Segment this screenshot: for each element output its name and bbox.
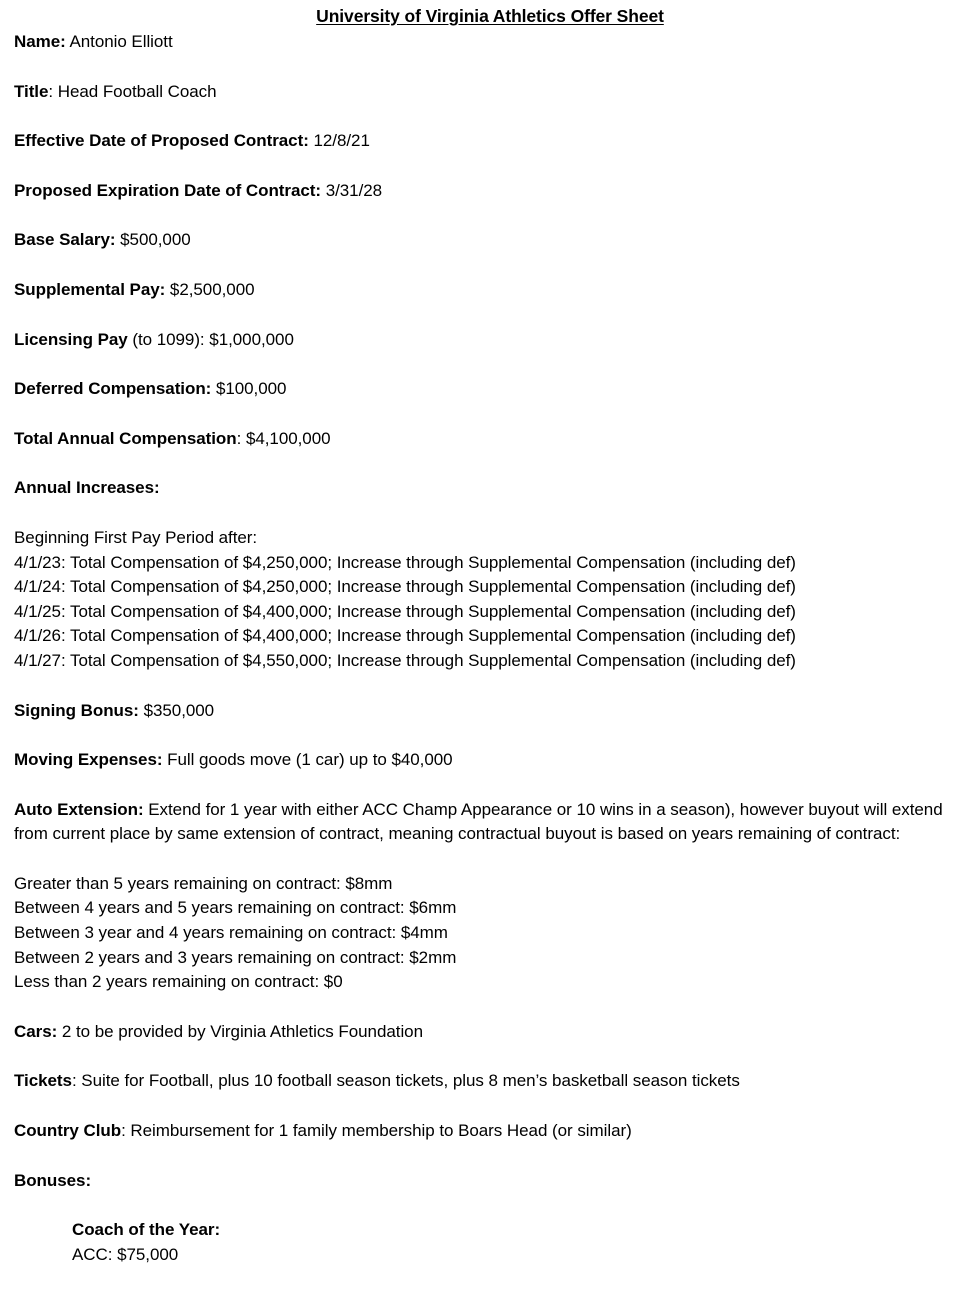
annual-increase-line: 4/1/23: Total Compensation of $4,250,000; Increase through Supplemental Compensation (including def)	[14, 552, 796, 572]
field-total-annual-compensation-value: : $4,100,000	[236, 428, 331, 448]
field-title-value: : Head Football Coach	[48, 81, 217, 101]
field-tickets-label: Tickets	[14, 1071, 72, 1091]
field-total-annual-compensation	[14, 427, 966, 452]
field-effective-date-value: 12/8/21	[308, 131, 370, 151]
field-country-club-value: : Reimbursement for 1 family membership to Boars Head (or similar)	[121, 1121, 632, 1141]
field-bonuses	[14, 1169, 966, 1194]
field-supplemental-pay-label: Supplemental Pay:	[14, 279, 166, 299]
buyout-tier-line: Between 2 years and 3 years remaining on contract: $2mm	[14, 947, 457, 967]
field-country-club	[14, 1119, 966, 1144]
field-name	[14, 30, 966, 55]
field-signing-bonus	[14, 699, 966, 724]
field-licensing-pay-value: (to 1099): $1,000,000	[127, 329, 294, 349]
field-tickets-value: : Suite for Football, plus 10 football season tickets, plus 8 men’s basketball season tickets	[71, 1071, 740, 1091]
field-auto-extension	[14, 798, 964, 847]
field-annual-increases-label: Annual Increases:	[14, 478, 160, 498]
field-title	[14, 80, 966, 105]
field-signing-bonus-label: Signing Bonus:	[14, 700, 139, 720]
field-supplemental-pay	[14, 278, 966, 303]
field-expiration-date-label: Proposed Expiration Date of Contract:	[14, 180, 322, 200]
bonus-coach-of-the-year-block	[14, 1218, 966, 1267]
field-bonuses-label: Bonuses:	[14, 1170, 92, 1190]
field-cars-label: Cars:	[14, 1021, 58, 1041]
bonus-coach-of-the-year-line: ACC: $75,000	[72, 1244, 179, 1264]
field-deferred-compensation	[14, 377, 966, 402]
annual-increase-line: 4/1/24: Total Compensation of $4,250,000; Increase through Supplemental Compensation (including def)	[14, 577, 796, 597]
page-title	[0, 6, 980, 27]
annual-increase-line: 4/1/25: Total Compensation of $4,400,000; Increase through Supplemental Compensation (including def)	[14, 601, 796, 621]
field-cars-value: 2 to be provided by Virginia Athletics Foundation	[57, 1021, 423, 1041]
buyout-tier-line: Less than 2 years remaining on contract: $0	[14, 972, 343, 992]
field-supplemental-pay-value: $2,500,000	[165, 279, 255, 299]
field-deferred-compensation-value: $100,000	[211, 379, 287, 399]
page-title-text: University of Virginia Athletics Offer Sheet	[316, 6, 664, 26]
field-cars	[14, 1020, 966, 1045]
document-body	[14, 30, 966, 1292]
field-deferred-compensation-label: Deferred Compensation:	[14, 379, 212, 399]
field-base-salary	[14, 228, 966, 253]
field-base-salary-label: Base Salary:	[14, 230, 116, 250]
field-country-club-label: Country Club	[14, 1121, 122, 1141]
buyout-tier-block	[14, 872, 966, 995]
field-effective-date-label: Effective Date of Proposed Contract:	[14, 131, 309, 151]
field-name-label: Name:	[14, 32, 66, 51]
bonus-coach-of-the-year-title: Coach of the Year:	[72, 1220, 221, 1240]
field-licensing-pay-label: Licensing Pay	[14, 329, 128, 349]
field-annual-increases	[14, 476, 966, 501]
field-total-annual-compensation-label: Total Annual Compensation	[14, 428, 237, 448]
annual-increase-line: 4/1/26: Total Compensation of $4,400,000; Increase through Supplemental Compensation (including def)	[14, 626, 796, 646]
field-title-label: Title	[14, 81, 49, 101]
field-licensing-pay	[14, 328, 966, 353]
field-moving-expenses-value: Full goods move (1 car) up to $40,000	[162, 750, 453, 770]
field-auto-extension-value: Extend for 1 year with either ACC Champ Appearance or 10 wins in a season), however buyout will extend from current place by same extension of contract, meaning contractual buyout is based on years remaining of contract:	[14, 799, 943, 844]
field-effective-date	[14, 129, 966, 154]
field-expiration-date-value: 3/31/28	[321, 180, 383, 200]
annual-increases-block	[14, 526, 966, 674]
annual-increases-intro: Beginning First Pay Period after:	[14, 527, 258, 547]
field-expiration-date	[14, 179, 966, 204]
field-signing-bonus-value: $350,000	[138, 700, 215, 720]
field-name-value: Antonio Elliott	[65, 32, 173, 51]
buyout-tier-line: Between 3 year and 4 years remaining on contract: $4mm	[14, 923, 448, 943]
field-auto-extension-label: Auto Extension:	[14, 799, 144, 819]
bonus-coach-of-the-year-label	[72, 1218, 966, 1243]
field-base-salary-value: $500,000	[115, 230, 191, 250]
field-tickets	[14, 1069, 966, 1094]
field-moving-expenses-label: Moving Expenses:	[14, 750, 163, 770]
annual-increase-line: 4/1/27: Total Compensation of $4,550,000; Increase through Supplemental Compensation (including def)	[14, 650, 796, 670]
field-moving-expenses	[14, 748, 966, 773]
buyout-tier-line: Between 4 years and 5 years remaining on contract: $6mm	[14, 898, 457, 918]
buyout-tier-line: Greater than 5 years remaining on contract: $8mm	[14, 873, 393, 893]
